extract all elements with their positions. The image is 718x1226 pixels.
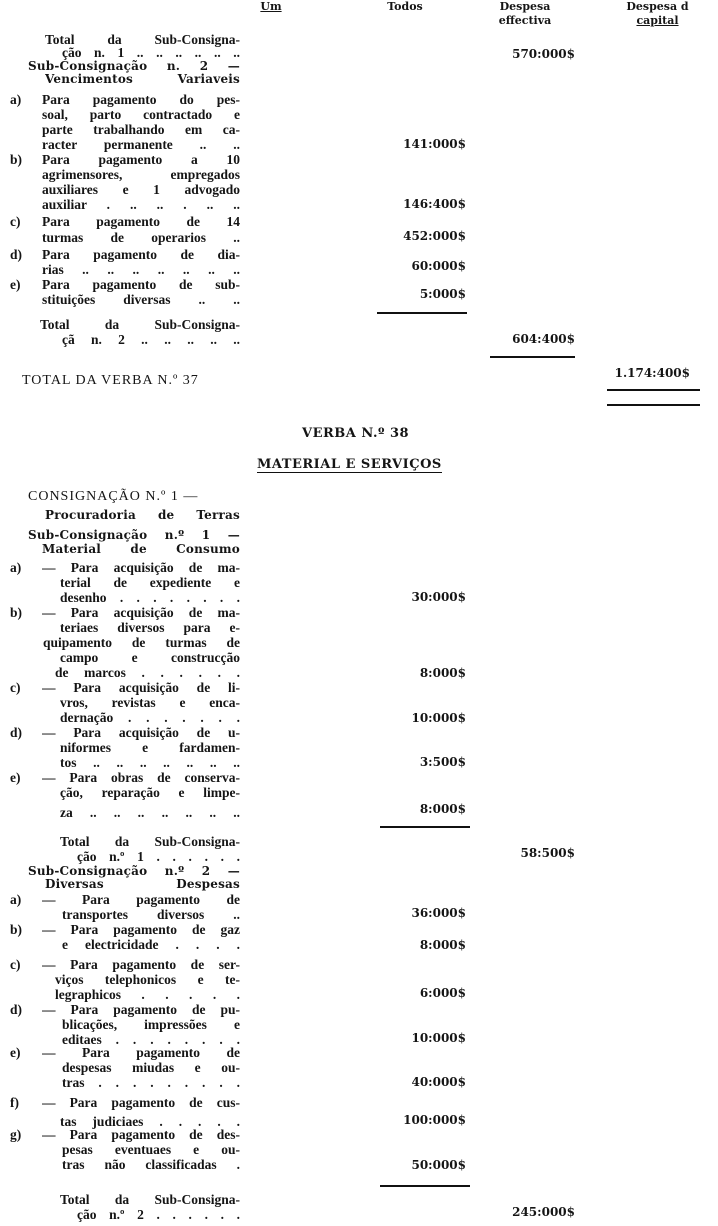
line-text: — Para acquisição de ma-: [42, 560, 240, 575]
amount-todos: 36:000$: [411, 906, 466, 920]
line-text: ção n.º 2 . . . . . .: [77, 1207, 240, 1222]
verba-title: VERBA N.º 38: [302, 426, 410, 441]
line-text: — Para pagamento de gaz: [42, 922, 240, 937]
line-text: Para pagamento do pes-: [42, 92, 240, 107]
sum-rule: [607, 404, 700, 406]
line-text: tas judiciaes . . . . .: [60, 1114, 240, 1129]
line-text: tras . . . . . . . . .: [62, 1075, 240, 1090]
line-text: Para pagamento de dia-: [42, 247, 240, 262]
line-text: teriaes diversos para e-: [60, 620, 240, 635]
item-marker: a): [10, 892, 22, 907]
line-text: tras não classificadas .: [62, 1157, 240, 1172]
amount-todos: 30:000$: [411, 590, 466, 604]
item-marker: g): [10, 1127, 22, 1142]
section-heading: Procuradoria de Terras: [45, 508, 240, 522]
line-text: — Para pagamento de pu-: [42, 1002, 240, 1017]
line-text: blicações, impressões e: [62, 1017, 240, 1032]
line-text: transportes diversos ..: [62, 907, 240, 922]
item-marker: d): [10, 247, 23, 262]
item-marker: e): [10, 1045, 21, 1060]
line-text: stituições diversas .. ..: [42, 292, 240, 307]
line-text: — Para pagamento de cus-: [42, 1095, 240, 1110]
line-text: de marcos . . . . . .: [55, 665, 240, 680]
sum-rule: [377, 312, 467, 314]
sum-rule: [490, 356, 575, 358]
line-text: soal, parto contractado e: [42, 107, 240, 122]
line-text: ção n. 1 .. .. .. .. .. ..: [62, 45, 240, 60]
line-text: rias .. .. .. .. .. .. ..: [42, 262, 240, 277]
column-header-line: Despesa: [499, 0, 551, 13]
line-text: Para pagamento a 10: [42, 152, 240, 167]
column-header-line: capital: [636, 14, 679, 27]
line-text: legraphicos . . . . .: [55, 987, 240, 1002]
amount-todos: 8:000$: [419, 666, 466, 680]
line-text: parte trabalhando em ca-: [42, 122, 240, 137]
amount-effectiva: 604:400$: [512, 332, 575, 346]
item-marker: d): [10, 1002, 23, 1017]
line-text: auxiliares e 1 advogado: [42, 182, 240, 197]
amount-todos: 146:400$: [403, 197, 466, 211]
line-text: çã n. 2 .. .. .. .. ..: [62, 332, 240, 347]
amount-effectiva: 570:000$: [512, 47, 575, 61]
line-text: Total da Sub-Consigna-: [40, 317, 240, 332]
section-heading: Material de Consumo: [42, 542, 240, 556]
line-text: ção, reparação e limpe-: [60, 785, 240, 800]
item-marker: b): [10, 605, 23, 620]
line-text: terial de expediente e: [60, 575, 240, 590]
amount-todos: 141:000$: [403, 137, 466, 151]
line-text: Para pagamento de sub-: [42, 277, 240, 292]
line-text: dernação . . . . . . .: [60, 710, 240, 725]
line-text: — Para pagamento de des-: [42, 1127, 240, 1142]
section-heading: Sub-Consignação n.º 2 —: [28, 864, 240, 878]
line-text: TOTAL DA VERBA N.º 37: [22, 373, 199, 388]
amount-todos: 8:000$: [419, 938, 466, 952]
line-text: — Para obras de conserva-: [42, 770, 240, 785]
column-header-despesa-capital: [610, 0, 705, 28]
amount-todos: 6:000$: [419, 986, 466, 1000]
section-heading: Sub-Consignação n.º 1 —: [28, 528, 240, 542]
line-text: tos .. .. .. .. .. .. ..: [60, 755, 240, 770]
item-marker: b): [10, 152, 23, 167]
line-text: viços telephonicos e te-: [55, 972, 240, 987]
line-text: quipamento de turmas de: [43, 635, 240, 650]
column-header-line: effectiva: [498, 14, 552, 27]
item-marker: e): [10, 277, 21, 292]
line-text: desenho . . . . . . . .: [60, 590, 240, 605]
line-text: Total da Sub-Consigna-: [60, 834, 240, 849]
amount-todos: 50:000$: [411, 1158, 466, 1172]
line-text: — Para acquisição de li-: [42, 680, 240, 695]
column-header-line: Despesa d: [626, 0, 689, 13]
item-marker: c): [10, 957, 21, 972]
column-header-despesa-effectiva: [480, 0, 570, 28]
line-text: za .. .. .. .. .. .. ..: [60, 805, 240, 820]
line-text: ção n.º 1 . . . . . .: [77, 849, 240, 864]
line-text: turmas de operarios ..: [42, 230, 240, 245]
section-title: MATERIAL E SERVIÇOS: [257, 457, 442, 472]
line-text: Para pagamento de 14: [42, 214, 240, 229]
amount-todos: 10:000$: [411, 1031, 466, 1045]
line-text: — Para acquisição de u-: [42, 725, 240, 740]
line-text: despesas miudas e ou-: [62, 1060, 240, 1075]
line-text: agrimensores, empregados: [42, 167, 240, 182]
section-heading: Sub-Consignação n. 2 —: [28, 59, 240, 73]
item-marker: f): [10, 1095, 19, 1110]
amount-todos: 3:500$: [419, 755, 466, 769]
item-marker: a): [10, 560, 22, 575]
line-text: vros, revistas e enca-: [60, 695, 240, 710]
amount-todos: 8:000$: [419, 802, 466, 816]
item-marker: d): [10, 725, 23, 740]
line-text: CONSIGNAÇÃO N.º 1 —: [28, 489, 199, 504]
sum-rule: [380, 826, 470, 828]
line-text: Total da Sub-Consigna-: [45, 32, 240, 47]
item-marker: c): [10, 214, 21, 229]
line-text: Total da Sub-Consigna-: [60, 1192, 240, 1207]
line-text: — Para pagamento de ser-: [42, 957, 240, 972]
amount-effectiva: 58:500$: [520, 846, 575, 860]
amount-todos: 60:000$: [411, 259, 466, 273]
item-marker: c): [10, 680, 21, 695]
line-text: — Para pagamento de: [42, 1045, 240, 1060]
amount-todos: 5:000$: [419, 287, 466, 301]
item-marker: b): [10, 922, 23, 937]
amount-effectiva: 245:000$: [512, 1205, 575, 1219]
line-text: editaes . . . . . . . .: [62, 1032, 240, 1047]
column-header-todos: Todos: [387, 0, 423, 13]
amount-todos: 452:000$: [403, 229, 466, 243]
line-text: niformes e fardamen-: [60, 740, 240, 755]
sum-rule: [607, 389, 700, 391]
line-text: racter permanente .. ..: [42, 137, 240, 152]
amount-capital: 1.174:400$: [614, 366, 690, 380]
item-marker: e): [10, 770, 21, 785]
column-header-um: Um: [260, 0, 282, 13]
item-marker: a): [10, 92, 22, 107]
amount-todos: 40:000$: [411, 1075, 466, 1089]
line-text: — Para acquisição de ma-: [42, 605, 240, 620]
amount-todos: 10:000$: [411, 711, 466, 725]
line-text: pesas eventuaes e ou-: [62, 1142, 240, 1157]
line-text: e electricidade . . . .: [62, 937, 240, 952]
amount-todos: 100:000$: [403, 1113, 466, 1127]
line-text: auxiliar . .. .. . .. ..: [42, 197, 240, 212]
section-heading: Diversas Despesas: [45, 877, 240, 891]
line-text: — Para pagamento de: [42, 892, 240, 907]
section-heading: Vencimentos Variaveis: [45, 72, 240, 86]
sum-rule: [380, 1185, 470, 1187]
line-text: campo e construcção: [60, 650, 240, 665]
